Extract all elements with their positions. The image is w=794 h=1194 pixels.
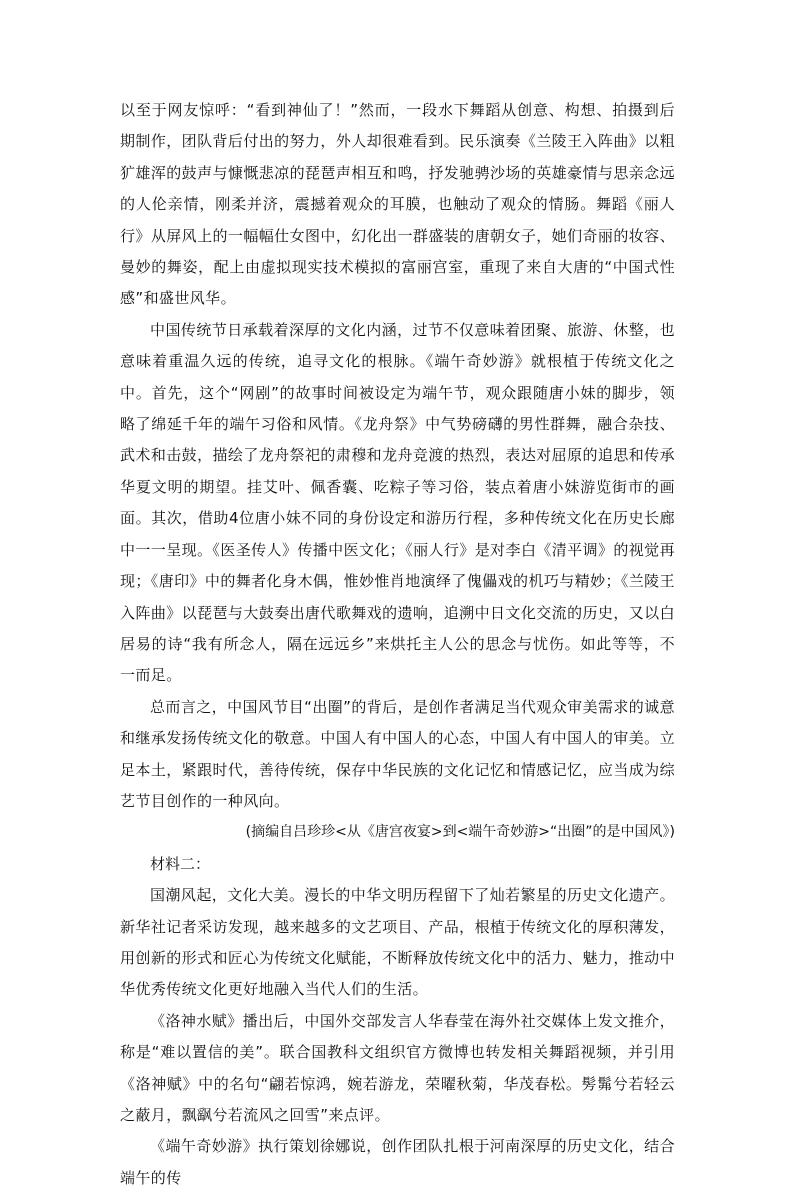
paragraph-1: 以至于网友惊呼：“看到神仙了！”然而，一段水下舞蹈从创意、构想、拍摄到后期制作，团队背后付出的努力，外人却很难看到。民乐演奏《兰陵王入阵曲》以粗犷雄浑的鼓声与慷慨悲凉的琵琶声相互和鸣，抒发驰骋沙场的英雄豪情与思亲念远的人伦亲情，刚柔并济，震撼着观众的耳膜，也触动了观众的情肠。舞蹈《丽人行》从屏风上的一幅幅仕女图中，幻化出一群盛装的唐朝女子，她们奇丽的妆容、曼妙的舞姿，配上由虚拟现实技术模拟的富丽宫室，重现了来自大唐的“中国式性感”和盛世风华。 (120, 101, 675, 308)
material-two-label: 材料二： (150, 854, 211, 873)
document-page (120, 95, 675, 1194)
material2-paragraph-2: 《洛神水赋》播出后，中国外交部发言人华春莹在海外社交媒体上发文推介，称是“难以置信的美”。联合国教科文组织官方微博也转发相关舞蹈视频，并引用《洛神赋》中的名句“翩若惊鸿，婉若游龙，荣曜秋菊，华茂春松。髣髴兮若轻云之蔽月，飘飖兮若流风之回雪”来点评。 (120, 1011, 675, 1124)
source-citation: (摘编自吕珍珍<从《唐宫夜宴>到<端午奇妙游>“出圈”的是中国风》) (245, 824, 675, 841)
paragraph-3: 总而言之，中国风节目“出圈”的背后，是创作者满足当代观众审美需求的诚意和继承发扬传统文化的敬意。中国人有中国人的心态，中国人有中国人的审美。立足本土，紧跟时代，善待传统，保存中华民族的文化记忆和情感记忆，应当成为综艺节目创作的一种风向。 (120, 697, 675, 810)
material2-paragraph-1: 国潮风起，文化大美。漫长的中华文明历程留下了灿若繁星的历史文化遗产。新华社记者采访发现，越来越多的文艺项目、产品，根植于传统文化的厚积薄发，用创新的形式和匠心为传统文化赋能，不断释放传统文化中的活力、魅力，推动中华优秀传统文化更好地融入当代人们的生活。 (120, 886, 675, 999)
paragraph-2: 中国传统节日承载着深厚的文化内涵，过节不仅意味着团聚、旅游、休整，也意味着重温久远的传统，追寻文化的根脉。《端午奇妙游》就根植于传统文化之中。首先，这个“网剧”的故事时间被设定为端午节，观众跟随唐小妹的脚步，领略了绵延千年的端午习俗和风情。《龙舟祭》中气势磅礴的男性群舞，融合杂技、武术和击鼓，描绘了龙舟祭祀的肃穆和龙舟竞渡的热烈，表达对屈原的追思和传承华夏文明的期望。挂艾叶、佩香囊、吃粽子等习俗，装点着唐小妹游览街市的画面。其次，借助4位唐小妹不同的身份设定和游历行程，多种传统文化在历史长廊中一一呈现。《医圣传人》传播中医文化；《丽人行》是对李白《清平调》的视觉再现；《唐印》中的舞者化身木偶，惟妙惟肖地演绎了傀儡戏的机巧与精妙；《兰陵王入阵曲》以琵琶与大鼓奏出唐代歌舞戏的遗响，追溯中日文化交流的历史，又以白居易的诗“我有所念人，隔在远远乡”来烘托主人公的思念与忧伤。如此等等，不一而足。 (120, 320, 675, 685)
material2-paragraph-3: 《端午奇妙游》执行策划徐娜说，创作团队扎根于河南深厚的历史文化，结合端午的传 (120, 1137, 675, 1187)
